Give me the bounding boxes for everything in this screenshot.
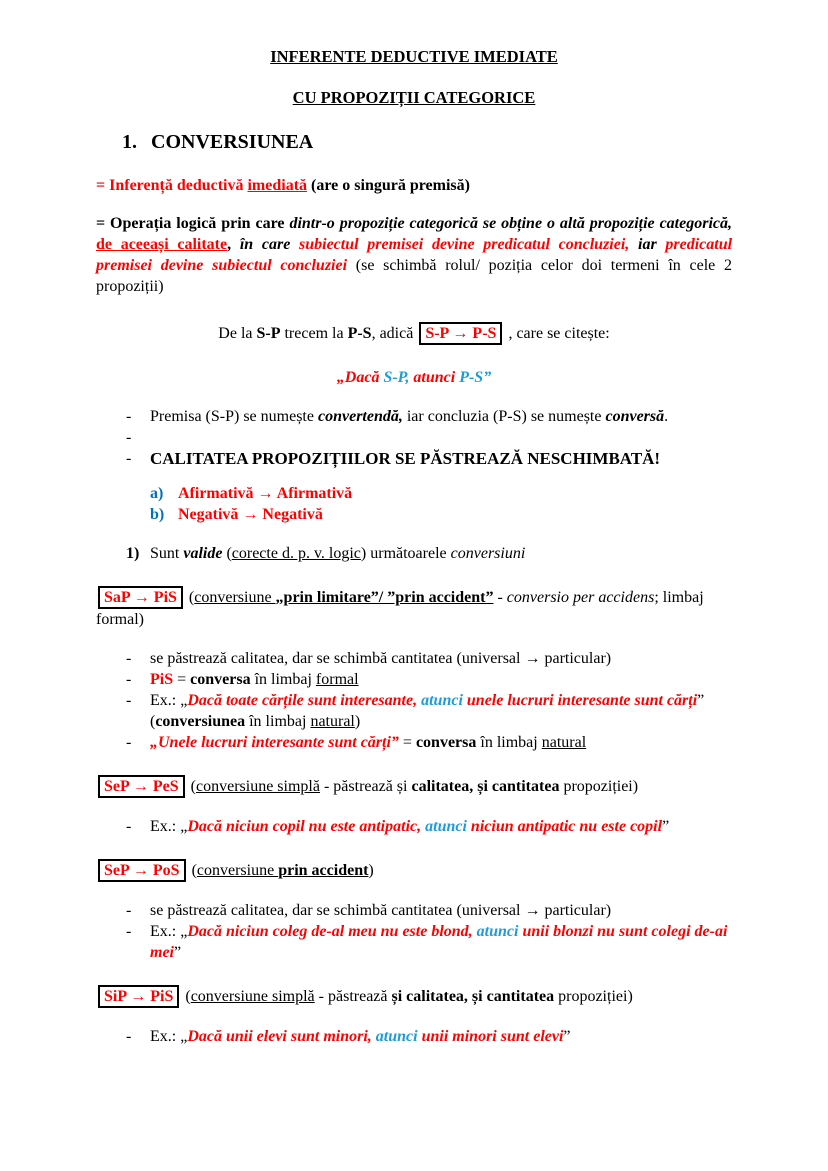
run: - păstrează (314, 988, 392, 1005)
marker-b: b) (150, 506, 165, 523)
section-heading-conversiunea (122, 132, 732, 153)
run-premise: Dacă niciun coleg de-al meu nu este blond, (187, 923, 477, 940)
sep-pes-example (96, 816, 732, 837)
dash-marker: - (126, 429, 132, 446)
run-conversiune-simpla: conversiune simplă (190, 988, 315, 1005)
run-latin: conversio per accidens (506, 589, 655, 606)
valid-line-body (150, 543, 732, 564)
document-title-line2 (96, 87, 732, 108)
def2-run: iar (638, 236, 666, 253)
list-item-calitatea (96, 448, 732, 469)
def2-run: dintr-o propoziție categorică se obține o altă propoziție categorică, (289, 215, 732, 232)
list-item (96, 690, 732, 732)
def2-run: = Operația logică prin care (96, 215, 290, 232)
run-formal: formal (315, 671, 359, 688)
dash-marker: - (126, 671, 132, 688)
run: Sunt (150, 545, 184, 562)
dash-marker: - (126, 692, 132, 709)
list-item-convertenda (96, 406, 732, 427)
marker-1: 1) (126, 545, 140, 562)
run: Ex.: „ (150, 818, 188, 835)
run: ) (368, 862, 374, 879)
section-sap-pis-header (96, 586, 732, 630)
run-atunci: atunci (425, 818, 467, 835)
sap-example (150, 690, 732, 732)
list-item-empty (96, 427, 732, 448)
list-item-empty-body (150, 427, 732, 448)
def2-run: , (227, 236, 240, 253)
dash-marker: - (126, 818, 132, 835)
run-atunci: atunci (421, 692, 463, 709)
formula-box-sp-ps: S-P → P-S (419, 322, 502, 345)
run: ” (174, 944, 182, 961)
definition-immediate (96, 175, 732, 196)
run: propoziției) (559, 778, 639, 795)
run-convertenda: convertendă, (317, 408, 403, 425)
dash-marker: - (126, 450, 132, 467)
run: Ex.: „ (150, 1028, 188, 1045)
run-conversiuni: conversiuni (450, 545, 526, 562)
run-conclusion: niciun antipatic nu este copil (466, 818, 663, 835)
run: ; limbaj formal) (96, 589, 704, 628)
run: = (398, 734, 416, 751)
run-conclusion: unii blonzi nu sunt colegi de-ai mei (150, 923, 728, 961)
run-natural: natural (541, 734, 587, 751)
list-item (96, 648, 732, 669)
run-conclusion: unii minori sunt elevi (417, 1028, 564, 1045)
run-conclusion: unele lucruri interesante sunt cărți (462, 692, 698, 709)
quote-ps: P-S” (459, 369, 492, 386)
quote-sp: S-P, (383, 369, 410, 386)
run: Premisa (S-P) se numește (150, 408, 318, 425)
run: - păstrează și (319, 778, 412, 795)
sip-pis-example (96, 1026, 732, 1047)
marker-a: a) (150, 485, 164, 502)
valid-conversions-line (96, 543, 732, 564)
run: în limbaj (476, 734, 542, 751)
quote-run: „Dacă (336, 369, 384, 386)
list-item (96, 669, 732, 690)
run: propoziției) (554, 988, 633, 1005)
run-pis: PiS (150, 671, 174, 688)
run: = (173, 671, 191, 688)
run-premise: Dacă unii elevi sunt minori, (187, 1028, 376, 1045)
example-body (150, 816, 732, 837)
run: în limbaj (250, 671, 316, 688)
def2-run: subiectul premisei devine predicatul concluziei, (299, 236, 638, 253)
formula-run: trecem la (280, 325, 348, 342)
dash-marker: - (126, 734, 132, 751)
run-prin-accident: prin accident (278, 862, 369, 879)
run: Ex.: „ (150, 692, 188, 709)
run: ” (662, 818, 670, 835)
run-underlined: corecte d. p. v. logic (231, 545, 361, 562)
run: ” (563, 1028, 571, 1045)
sep-pos-note-quantity: se păstrează calitatea, dar se schimbă cantitatea (universal → particular) (150, 902, 612, 919)
run: în limbaj (245, 713, 311, 730)
def1-run-underlined: imediată (247, 177, 308, 194)
run-conversiune: conversiune (194, 589, 276, 606)
dash-marker: - (126, 1028, 132, 1045)
formula-ps: P-S (347, 325, 372, 342)
run: iar concluzia (P-S) se numește (402, 408, 606, 425)
run-atunci: atunci (476, 923, 519, 940)
run: ” ( (150, 692, 705, 730)
run-conversiune-simpla: conversiune simplă (196, 778, 320, 795)
heading-number: 1. (122, 131, 137, 153)
run: ( (181, 988, 191, 1005)
section-sep-pos-header (96, 859, 732, 882)
dash-marker: - (126, 923, 132, 940)
run: ( (187, 862, 197, 879)
run-atunci: atunci (375, 1028, 418, 1045)
run: . (664, 408, 669, 425)
calitatea-statement: CALITATEA PROPOZIȚIILOR SE PĂSTREAZĂ NESCHIMBATĂ! (150, 449, 661, 468)
run-prin-limitare: „prin limitare”/ ”prin accident” (275, 589, 494, 606)
item-a-text: Afirmativă → Afirmativă (178, 485, 353, 502)
formula-sp: S-P (256, 325, 281, 342)
run: ) (354, 713, 361, 730)
item-b-text: Negativă → Negativă (178, 506, 323, 523)
formula-box-sip-pis: SiP → PiS (98, 985, 179, 1008)
reading-quote-line (96, 367, 732, 388)
formula-box-sep-pos: SeP → PoS (98, 859, 186, 882)
sap-note-pis (150, 669, 732, 690)
example-body (150, 1026, 732, 1047)
sap-pis-bullets (96, 648, 732, 753)
bullet-list-definitions (96, 406, 732, 469)
quote-run: atunci (409, 369, 460, 386)
dash-marker: - (126, 902, 132, 919)
run: ( (184, 589, 195, 606)
dash-marker: - (126, 650, 132, 667)
sap-note-quantity: se păstrează calitatea, dar se schimbă cantitatea (universal → particular) (150, 650, 612, 667)
def2-run: (se schimbă rolul/ poziția celor doi termeni în cele 2 propoziții) (96, 257, 732, 295)
run-conversiune: conversiune (196, 862, 279, 879)
sep-pos-bullets (96, 900, 732, 963)
section-sep-pes-header (96, 775, 732, 798)
formula-reading-line (96, 322, 732, 345)
run: ( (222, 545, 232, 562)
run: ) următoarele (360, 545, 451, 562)
example-body (150, 921, 732, 963)
run-conversiunea: conversiunea (155, 713, 246, 730)
formula-run: , adică (371, 325, 418, 342)
quality-sublist (96, 483, 732, 525)
title-text-2: CU PROPOZIȚII CATEGORICE (292, 88, 536, 107)
run: - (493, 589, 507, 606)
sap-conversa-natural (150, 732, 732, 753)
list-item (96, 900, 732, 921)
heading-label: CONVERSIUNEA (151, 131, 314, 153)
run-conversa: conversă (605, 408, 665, 425)
def2-run: de aceeași calitate (96, 236, 228, 253)
def1-run: (are o singură premisă) (307, 177, 470, 194)
def2-run: în care (239, 236, 299, 253)
run-premise: Dacă toate cărțile sunt interesante, (187, 692, 422, 709)
list-item (96, 732, 732, 753)
run-quote: „Unele lucruri interesante sunt cărți” (150, 734, 399, 751)
run-conversa: conversa (190, 671, 251, 688)
section-sip-pis-header (96, 985, 732, 1008)
run-calitate-cantitate: și calitatea, și cantitatea (391, 988, 555, 1005)
run: ( (186, 778, 196, 795)
formula-run: , care se citește: (504, 325, 610, 342)
run-conversa: conversa (415, 734, 477, 751)
run-calitate-cantitate: calitatea, și cantitatea (411, 778, 560, 795)
run-premise: Dacă niciun copil nu este antipatic, (187, 818, 426, 835)
run-valide: valide (183, 545, 223, 562)
list-item-b (96, 504, 732, 525)
list-item-body (150, 406, 732, 427)
run: Ex.: „ (150, 923, 188, 940)
formula-box-sap-pis: SaP → PiS (98, 586, 183, 609)
definition-operation (96, 213, 732, 297)
def2-run: predicatul premisei devine subiectul concluziei (96, 236, 733, 274)
run-natural: natural (310, 713, 355, 730)
formula-box-sep-pes: SeP → PeS (98, 775, 185, 798)
list-item (96, 921, 732, 963)
def1-run: = Inferență deductivă (96, 177, 248, 194)
formula-run: De la (218, 325, 257, 342)
document-title-line1 (96, 46, 732, 67)
title-text-1: INFERENTE DEDUCTIVE IMEDIATE (270, 47, 558, 66)
dash-marker: - (126, 408, 132, 425)
list-item-a (96, 483, 732, 504)
